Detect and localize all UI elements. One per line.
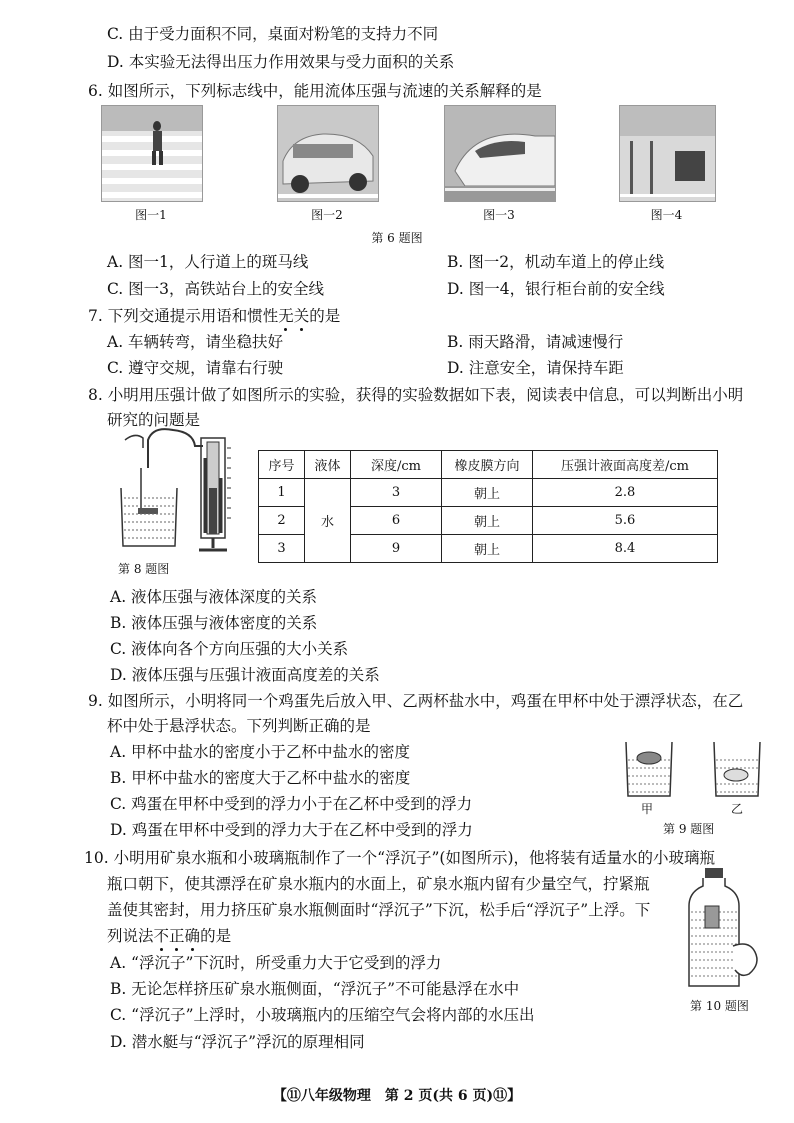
q6-figure-caption: 第 6 题图	[371, 231, 423, 245]
table-header-cell: 序号	[259, 451, 305, 479]
table-cell: 6	[351, 507, 442, 535]
q9-stem-line1: 9. 如图所示，小明将同一个鸡蛋先后放入甲、乙两杯盐水中，鸡蛋在甲杯中处于漂浮状态，在乙	[88, 692, 744, 710]
q6-option-a: A. 图一1，人行道上的斑马线	[107, 253, 309, 271]
q8-option-d: D. 液体压强与压强计液面高度差的关系	[110, 666, 380, 684]
q10-stem-line3: 盖使其密封，用力挤压矿泉水瓶侧面时“浮沉子”下沉，松手后“浮沉子”上浮。下	[107, 901, 651, 919]
q10-option-c: C. “浮沉子”上浮时，小玻璃瓶内的压缩空气会将内部的水压出	[110, 1006, 535, 1024]
table-cell: 朝上	[442, 507, 533, 535]
q5-option-c: C. 由于受力面积不同，桌面对粉笔的支持力不同	[107, 25, 439, 43]
q6-photo-bank-counter	[619, 105, 716, 202]
q10-option-a: A. “浮沉子”下沉时，所受重力大于它受到的浮力	[110, 954, 442, 972]
table-header-cell: 压强计液面高度差/cm	[533, 451, 718, 479]
q6-option-b: B. 图一2，机动车道上的停止线	[447, 253, 665, 271]
q8-option-a: A. 液体压强与液体深度的关系	[110, 588, 318, 606]
q10-stem-line2: 瓶口朝下，使其漂浮在矿泉水瓶内的水面上，矿泉水瓶内留有少量空气，拧紧瓶	[107, 875, 650, 893]
table-row	[259, 479, 718, 507]
q7-stem: 7. 下列交通提示用语和惯性无关的是	[88, 307, 341, 325]
table-header-cell: 液体	[305, 451, 351, 479]
q9-label-jia: 甲	[641, 802, 654, 816]
q7-option-b: B. 雨天路滑，请减速慢行	[447, 333, 624, 351]
table-cell: 朝上	[442, 479, 533, 507]
table-header-cell: 橡皮膜方向	[442, 451, 533, 479]
q8-stem-line2: 研究的问题是	[107, 411, 201, 429]
q10-option-b: B. 无论怎样挤压矿泉水瓶侧面，“浮沉子”不可能悬浮在水中	[110, 980, 520, 998]
q9-stem-line2: 杯中处于悬浮状态。下列判断正确的是	[107, 717, 371, 735]
q6-option-c: C. 图一3，高铁站台上的安全线	[107, 280, 325, 298]
q10-bottle-figure	[683, 866, 763, 990]
table-cell: 1	[259, 479, 305, 507]
q7-option-c: C. 遵守交规，请靠右行驶	[107, 359, 284, 377]
q6-photo-zebra-crossing	[101, 105, 203, 202]
q6-caption-2: 图一2	[311, 208, 343, 222]
page-footer: 【⑪八年级物理 第 2 页(共 6 页)⑪】	[272, 1088, 522, 1104]
q6-stem: 6. 如图所示，下列标志线中，能用流体压强与流速的关系解释的是	[88, 82, 542, 100]
table-cell-liquid: 水	[305, 479, 351, 563]
table-header-row	[259, 451, 718, 479]
q10-figure-caption: 第 10 题图	[690, 999, 749, 1013]
q8-stem-line1: 8. 小明用压强计做了如图所示的实验，获得的实验数据如下表，阅读表中信息，可以判断出小明	[88, 386, 744, 404]
q8-figure-caption: 第 8 题图	[118, 562, 170, 576]
q9-option-d: D. 鸡蛋在甲杯中受到的浮力大于在乙杯中受到的浮力	[110, 821, 473, 839]
q9-beakers-figure	[624, 738, 764, 800]
table-cell: 8.4	[533, 535, 718, 563]
q8-data-table	[258, 450, 718, 563]
q6-photo-stop-line	[277, 105, 379, 202]
table-cell: 朝上	[442, 535, 533, 563]
q6-option-d: D. 图一4，银行柜台前的安全线	[447, 280, 665, 298]
table-cell: 9	[351, 535, 442, 563]
q8-option-c: C. 液体向各个方向压强的大小关系	[110, 640, 349, 658]
q6-photo-high-speed-rail	[444, 105, 556, 202]
q7-option-d: D. 注意安全，请保持车距	[447, 359, 624, 377]
q9-option-b: B. 甲杯中盐水的密度大于乙杯中盐水的密度	[110, 769, 411, 787]
q5-option-d: D. 本实验无法得出压力作用效果与受力面积的关系	[107, 53, 455, 71]
q10-stem-line4: 列说法不正确的是	[107, 927, 232, 945]
q7-option-a: A. 车辆转弯，请坐稳扶好	[107, 333, 284, 351]
q9-option-c: C. 鸡蛋在甲杯中受到的浮力小于在乙杯中受到的浮力	[110, 795, 473, 813]
table-cell: 3	[259, 535, 305, 563]
q10-stem-line1: 10. 小明用矿泉水瓶和小玻璃瓶制作了一个“浮沉子”(如图所示)，他将装有适量水的小玻璃瓶	[84, 849, 716, 867]
table-cell: 3	[351, 479, 442, 507]
table-cell: 5.6	[533, 507, 718, 535]
q8-option-b: B. 液体压强与液体密度的关系	[110, 614, 318, 632]
q10-option-d: D. 潜水艇与“浮沉子”浮沉的原理相同	[110, 1033, 365, 1051]
table-cell: 2.8	[533, 479, 718, 507]
q8-pressure-gauge-figure	[113, 428, 253, 558]
q6-caption-3: 图一3	[483, 208, 515, 222]
table-header-cell: 深度/cm	[351, 451, 442, 479]
q9-label-yi: 乙	[731, 802, 744, 816]
table-cell: 2	[259, 507, 305, 535]
q9-option-a: A. 甲杯中盐水的密度小于乙杯中盐水的密度	[110, 743, 411, 761]
q6-caption-1: 图一1	[135, 208, 167, 222]
q9-figure-caption: 第 9 题图	[663, 822, 715, 836]
q6-caption-4: 图一4	[650, 208, 683, 222]
